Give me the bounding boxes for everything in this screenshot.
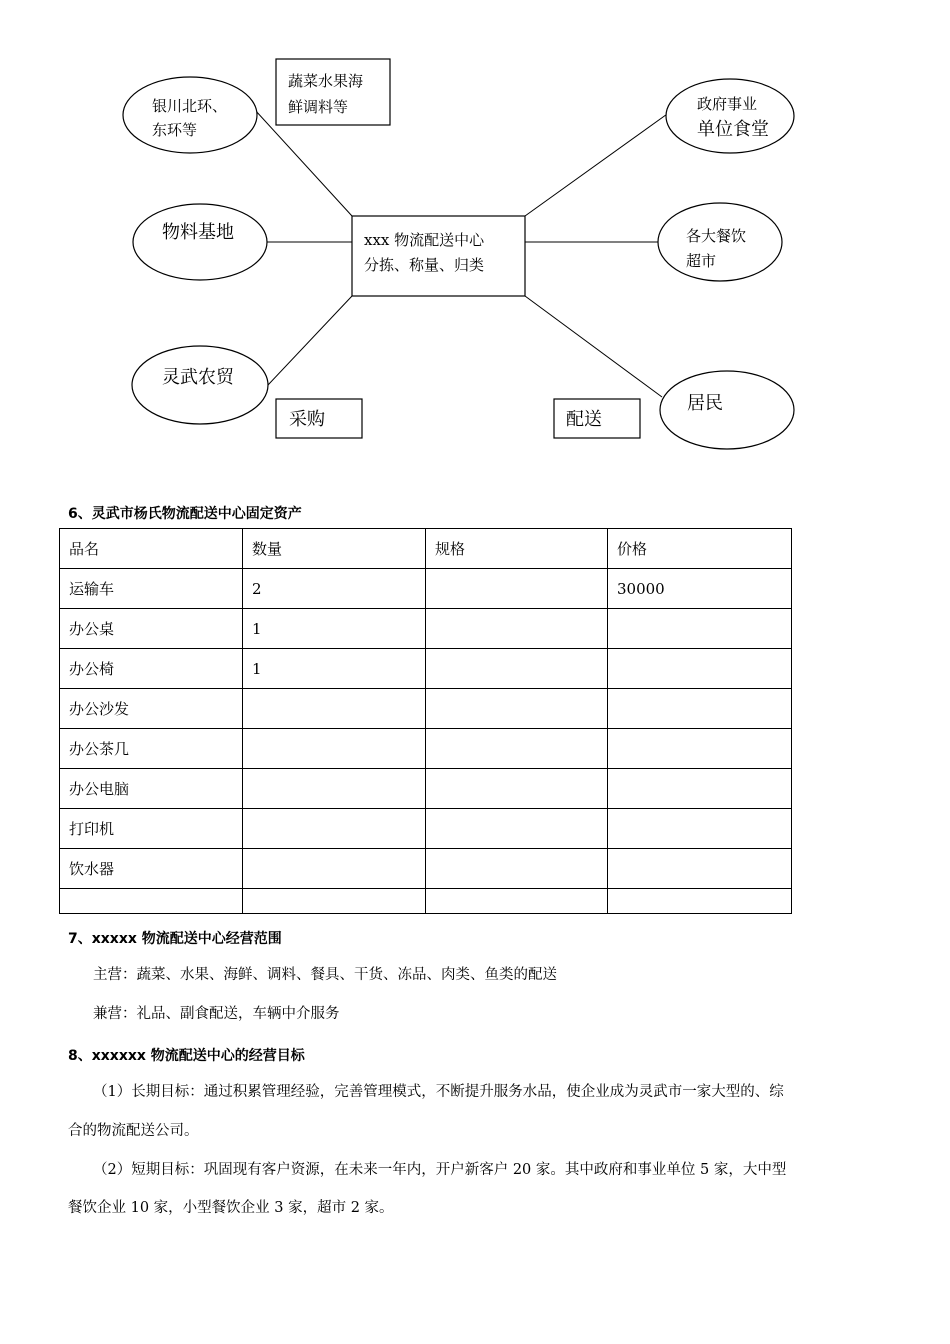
table-cell: [426, 809, 608, 849]
table-cell: [608, 769, 792, 809]
destination-node-restaurants: [658, 203, 782, 281]
connector-line: [268, 296, 352, 385]
svg-text:物料基地: 物料基地: [162, 222, 234, 243]
destination-node-government: [666, 79, 794, 153]
short-term-goal-line1: （2）短期目标：巩固现有客户资源，在未来一年内，开户新客户 20 家。其中政府和事业单位 5 家，大中型: [93, 1162, 787, 1178]
svg-text:鲜调料等: 鲜调料等: [288, 98, 349, 116]
svg-text:配送: 配送: [566, 409, 602, 430]
svg-text:银川北环、: 银川北环、: [152, 97, 228, 115]
svg-text:xxx 物流配送中心: xxx 物流配送中心: [364, 231, 485, 249]
source-node-yinchuan: [123, 77, 257, 153]
table-cell: [426, 649, 608, 689]
table-cell: 运输车: [60, 569, 243, 609]
svg-text:采购: 采购: [289, 409, 325, 430]
header-name: 品名: [60, 529, 243, 569]
table-cell: [426, 849, 608, 889]
main-business-text: 主营：蔬菜、水果、海鲜、调料、餐具、干货、冻品、肉类、鱼类的配送: [93, 967, 557, 983]
table-row: [60, 849, 792, 889]
destination-node-residents: [660, 371, 794, 449]
purchase-label-box: [276, 399, 362, 438]
section8-title: 8、xxxxxx 物流配送中心的经营目标: [68, 1048, 305, 1064]
goods-box: [276, 59, 390, 125]
table-row: [60, 689, 792, 729]
table-cell: 办公茶几: [60, 729, 243, 769]
delivery-label-box: [554, 399, 640, 438]
svg-text:超市: 超市: [686, 252, 717, 270]
connector-line: [255, 110, 352, 216]
table-row: [60, 649, 792, 689]
distribution-center-node: [352, 216, 525, 296]
table-cell: [426, 769, 608, 809]
svg-text:灵武农贸: 灵武农贸: [162, 367, 234, 388]
header-price: 价格: [608, 529, 792, 569]
table-cell: [608, 849, 792, 889]
section7-title: 7、xxxxx 物流配送中心经营范围: [68, 931, 282, 947]
header-spec: 规格: [426, 529, 608, 569]
source-node-lingwu-market: [132, 346, 268, 424]
svg-text:单位食堂: 单位食堂: [697, 119, 769, 140]
table-row: [60, 889, 792, 914]
table-cell: [243, 729, 426, 769]
table-cell: [608, 689, 792, 729]
table-cell: [608, 889, 792, 914]
table-cell: [243, 689, 426, 729]
table-cell: [60, 889, 243, 914]
table-cell: 1: [243, 649, 426, 689]
table-cell: [608, 649, 792, 689]
table-cell: [426, 609, 608, 649]
svg-text:政府事业: 政府事业: [697, 95, 758, 113]
table-cell: [426, 729, 608, 769]
side-business-text: 兼营：礼品、副食配送，车辆中介服务: [93, 1006, 340, 1022]
connector-line: [525, 112, 670, 216]
table-cell: [608, 809, 792, 849]
table-row: [60, 809, 792, 849]
svg-text:居民: 居民: [687, 393, 723, 414]
section6-title: 6、灵武市杨氏物流配送中心固定资产: [68, 506, 302, 522]
short-term-goal-line2: 餐饮企业 10 家，小型餐饮企业 3 家，超市 2 家。: [68, 1200, 394, 1216]
table-cell: 打印机: [60, 809, 243, 849]
table-header-row: [60, 529, 792, 569]
distribution-diagram: [0, 0, 950, 460]
table-cell: 办公沙发: [60, 689, 243, 729]
table-cell: 办公椅: [60, 649, 243, 689]
svg-text:东环等: 东环等: [152, 121, 198, 139]
svg-text:各大餐饮: 各大餐饮: [686, 227, 747, 245]
table-cell: [243, 769, 426, 809]
table-cell: 饮水器: [60, 849, 243, 889]
table-row: [60, 569, 792, 609]
table-cell: 30000: [608, 569, 792, 609]
svg-text:蔬菜水果海: 蔬菜水果海: [288, 72, 364, 90]
table-cell: 办公桌: [60, 609, 243, 649]
table-cell: [426, 569, 608, 609]
table-cell: [608, 609, 792, 649]
table-cell: 办公电脑: [60, 769, 243, 809]
table-cell: [243, 809, 426, 849]
source-node-material-base: [133, 204, 267, 280]
header-quantity: 数量: [243, 529, 426, 569]
table-cell: 2: [243, 569, 426, 609]
table-cell: [426, 689, 608, 729]
connector-line: [525, 296, 662, 397]
table-cell: [608, 729, 792, 769]
table-row: [60, 769, 792, 809]
table-row: [60, 729, 792, 769]
long-term-goal-line2: 合的物流配送公司。: [68, 1123, 199, 1139]
long-term-goal-line1: （1）长期目标：通过积累管理经验，完善管理模式，不断提升服务水品，使企业成为灵武市一家大型的、综: [93, 1084, 784, 1100]
table-cell: [426, 889, 608, 914]
svg-text:分拣、称量、归类: 分拣、称量、归类: [364, 256, 485, 274]
fixed-assets-table: [59, 528, 792, 914]
table-cell: [243, 849, 426, 889]
table-row: [60, 609, 792, 649]
table-cell: [243, 889, 426, 914]
table-cell: 1: [243, 609, 426, 649]
